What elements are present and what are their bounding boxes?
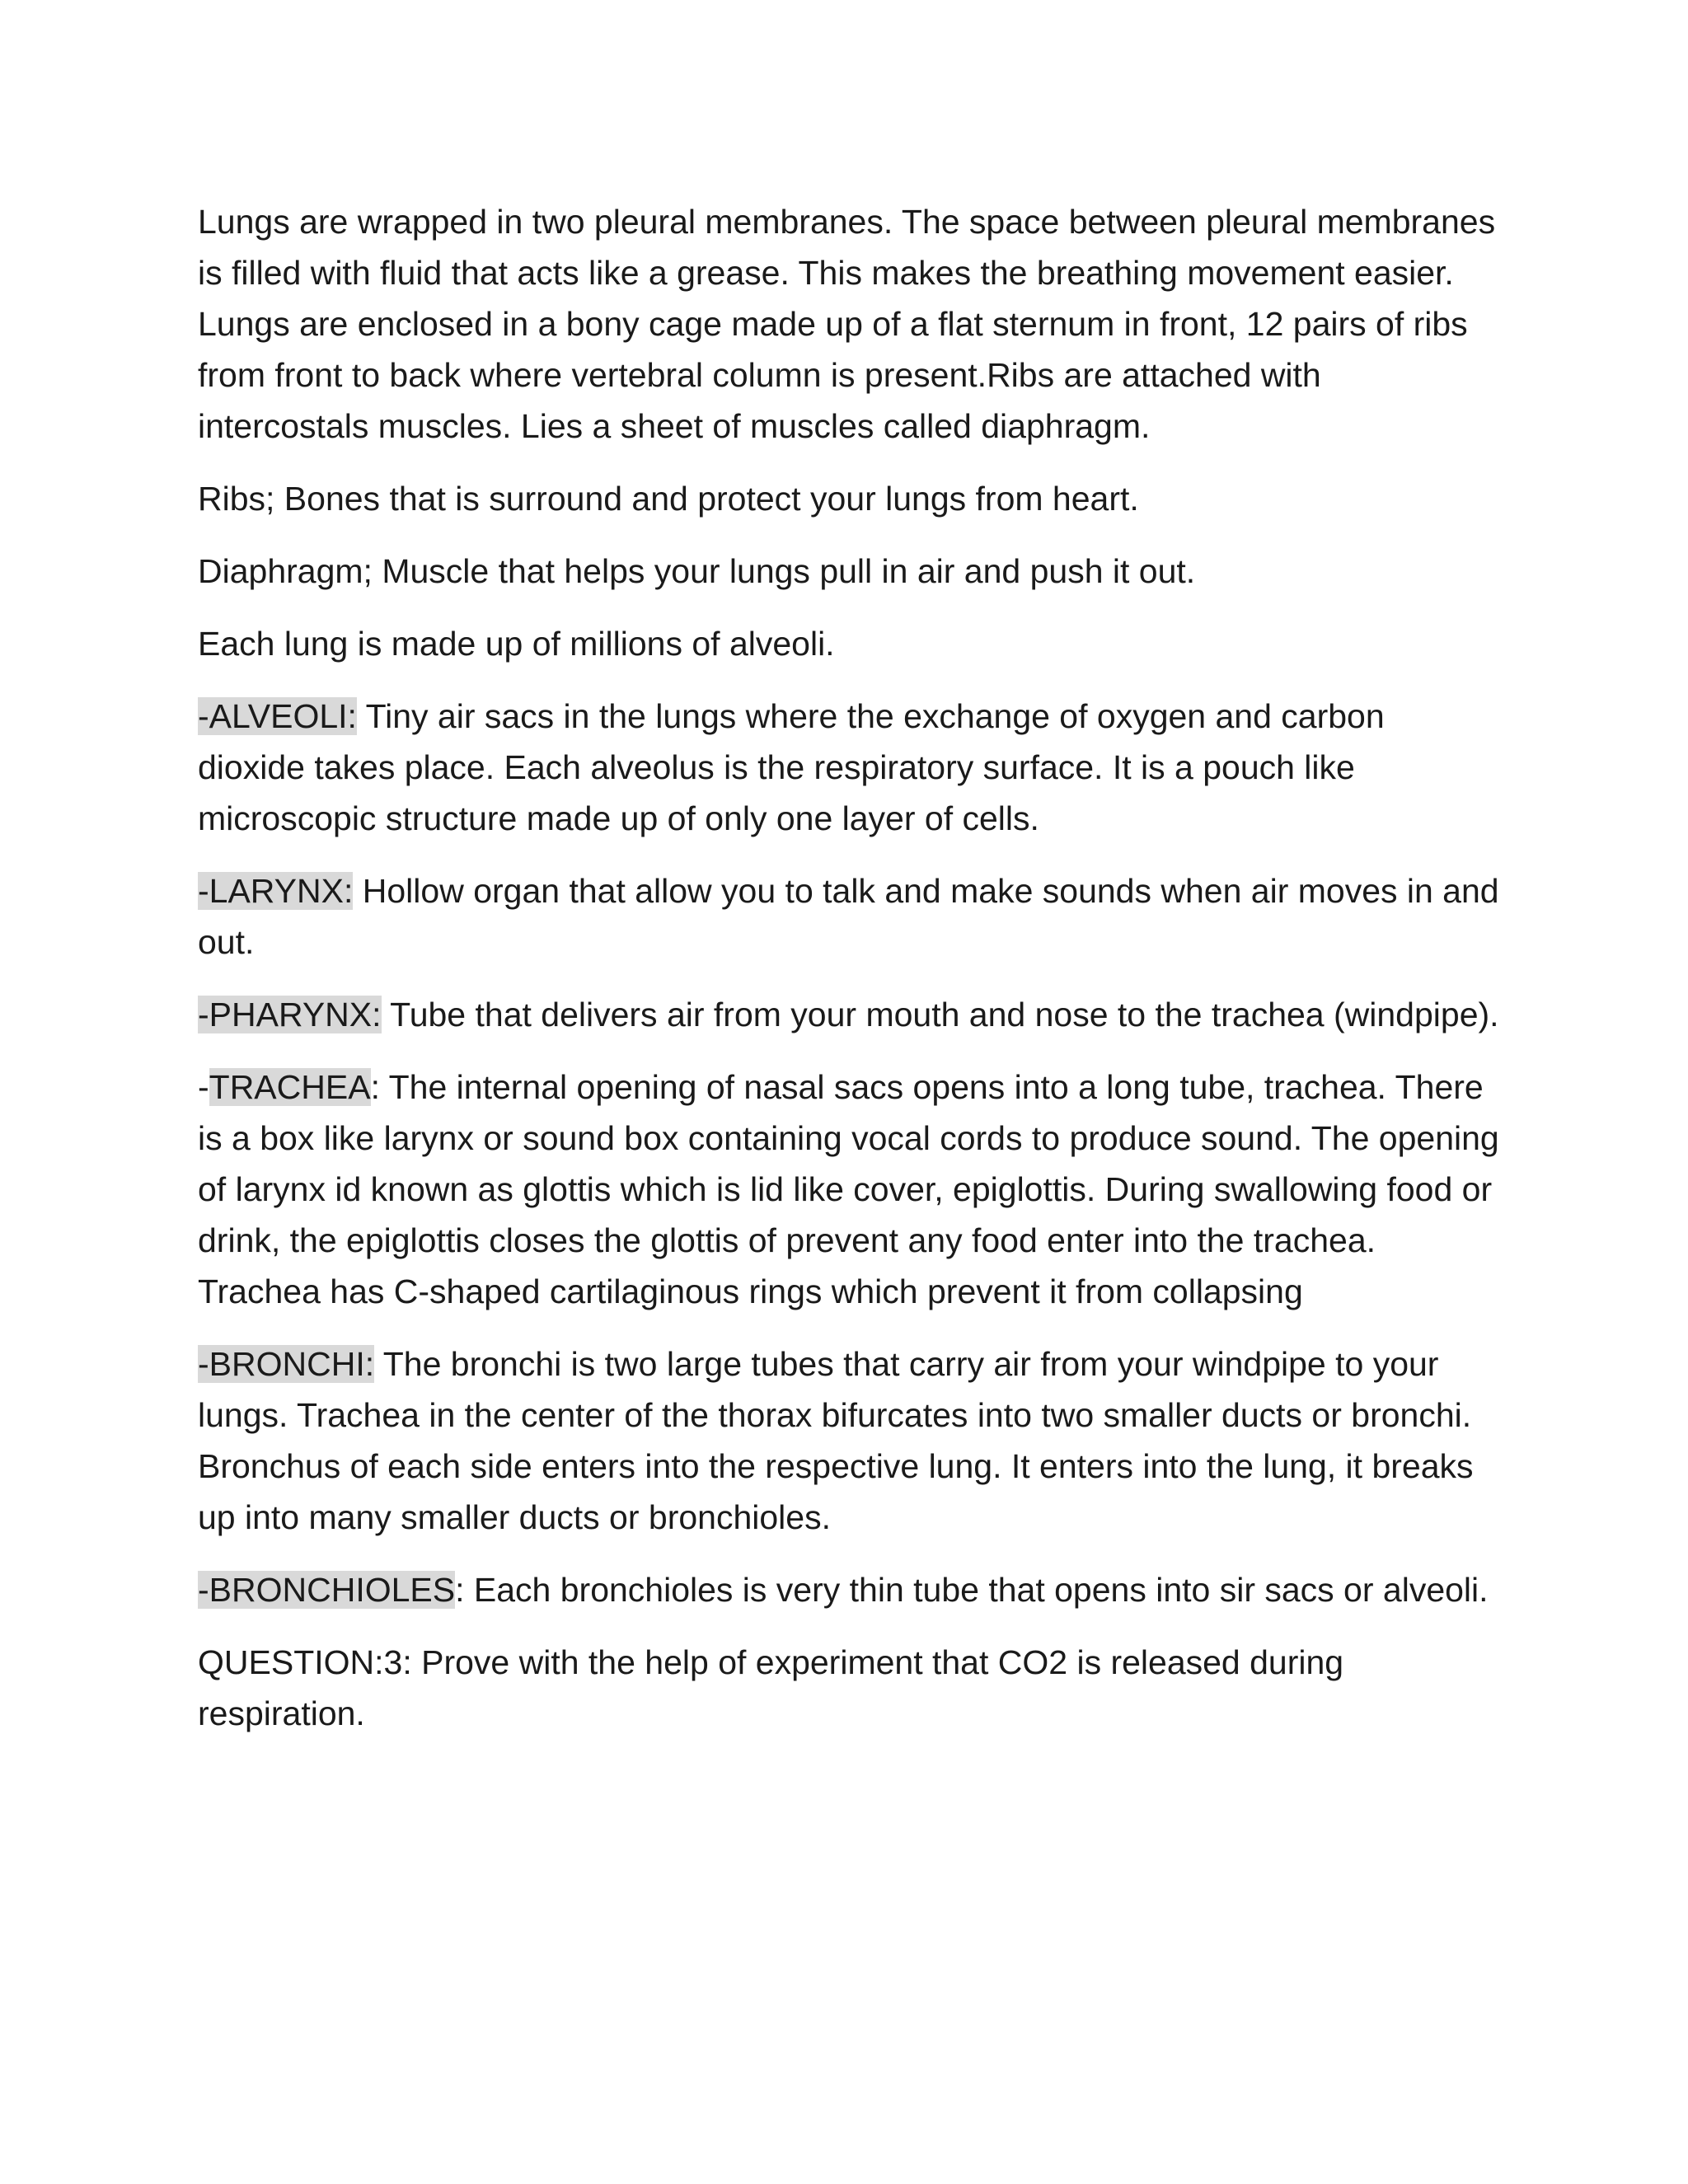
paragraph-bronchi — [198, 1338, 1500, 1543]
paragraph-text: Lungs are wrapped in two pleural membranes. The space between pleural membranes is filled with fluid that acts like a grease. This makes the breathing movement easier. Lungs are enclosed in a bony cage made up of a flat sternum in front, 12 pairs of ribs from front to back where vertebral column is present.Ribs are attached with intercostals muscles. Lies a sheet of muscles called diaphragm. — [198, 203, 1496, 445]
paragraph-text: Each lung is made up of millions of alveoli. — [198, 625, 835, 663]
highlighted-term: -ALVEOLI: — [198, 697, 357, 735]
term-definition: : Each bronchioles is very thin tube that opens into sir sacs or alveoli. — [455, 1571, 1489, 1609]
paragraph-pharynx — [198, 989, 1500, 1040]
paragraph-lungs-intro — [198, 196, 1500, 452]
paragraph-larynx — [198, 865, 1500, 968]
paragraph-text: Diaphragm; Muscle that helps your lungs pull in air and push it out. — [198, 552, 1196, 590]
document-page — [198, 196, 1500, 1760]
term-definition: : The internal opening of nasal sacs opens into a long tube, trachea. There is a box like larynx or sound box containing vocal cords to produce sound. The opening of larynx id known as glottis which is lid like cover, epiglottis. During swallowing food or drink, the epiglottis closes the glottis of prevent any food enter into the trachea. Trachea has C-shaped cartilaginous rings which prevent it from collapsing — [198, 1068, 1499, 1310]
highlighted-term: -PHARYNX: — [198, 996, 382, 1033]
paragraph-alveoli-count — [198, 618, 1500, 669]
paragraph-trachea — [198, 1062, 1500, 1317]
paragraph-bronchioles — [198, 1564, 1500, 1615]
highlighted-term: TRACHEA — [209, 1068, 371, 1106]
term-definition: The bronchi is two large tubes that carry air from your windpipe to your lungs. Trachea in the center of the thorax bifurcates into two smaller ducts or bronchi. Bronchus of each side enters into the respective lung. It enters into the lung, it breaks up into many smaller ducts or bronchioles. — [198, 1345, 1474, 1536]
term-definition: Tiny air sacs in the lungs where the exchange of oxygen and carbon dioxide takes place. Each alveolus is the respiratory surface. It is a pouch like microscopic structure made up of only one layer of cells. — [198, 697, 1385, 837]
paragraph-question — [198, 1637, 1500, 1739]
question-text: QUESTION:3: Prove with the help of experiment that CO2 is released during respiration. — [198, 1643, 1344, 1732]
term-definition: Tube that delivers air from your mouth and nose to the trachea (windpipe). — [381, 996, 1499, 1033]
highlighted-term: -BRONCHI: — [198, 1345, 375, 1383]
paragraph-alveoli — [198, 691, 1500, 844]
paragraph-ribs — [198, 473, 1500, 524]
term-prefix: - — [198, 1068, 209, 1106]
paragraph-diaphragm — [198, 546, 1500, 597]
highlighted-term: -BRONCHIOLES — [198, 1571, 456, 1609]
paragraph-text: Ribs; Bones that is surround and protect your lungs from heart. — [198, 480, 1139, 518]
term-definition: Hollow organ that allow you to talk and make sounds when air moves in and out. — [198, 872, 1499, 961]
highlighted-term: -LARYNX: — [198, 872, 354, 910]
